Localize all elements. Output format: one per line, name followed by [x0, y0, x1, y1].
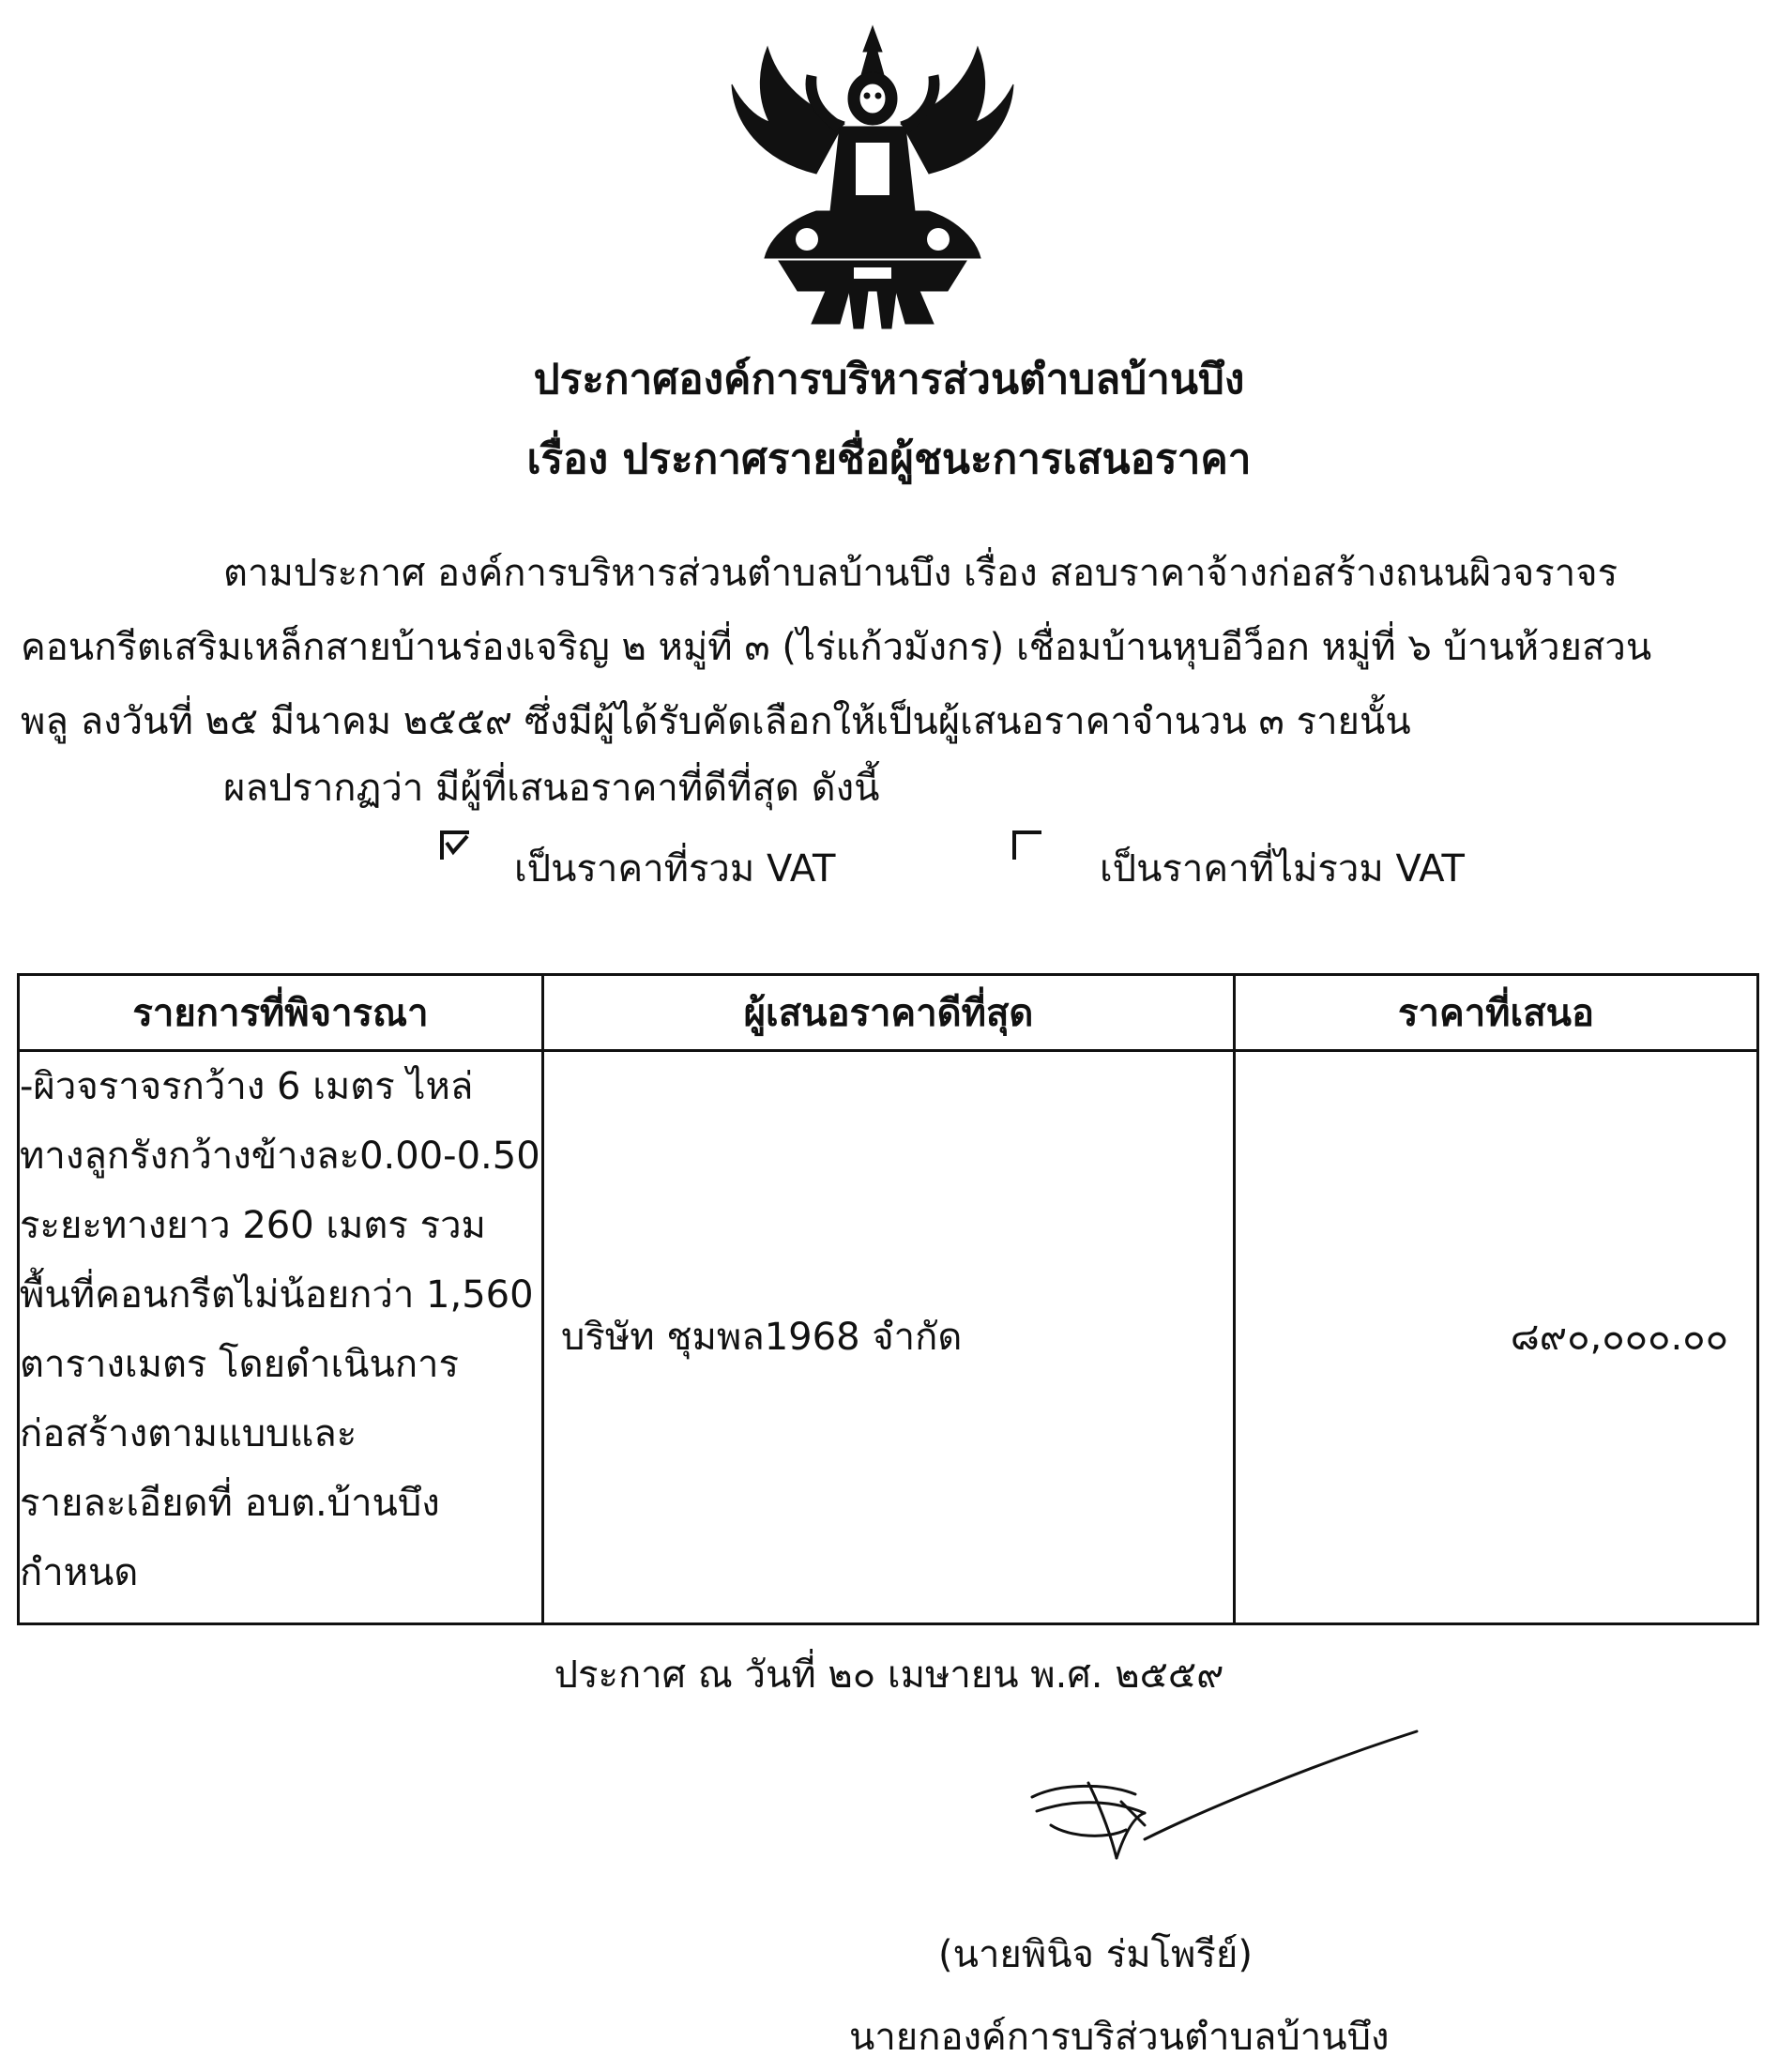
item-description-cell	[19, 1051, 543, 1624]
price-cell: ๘๙๐,๐๐๐.๐๐	[1235, 1051, 1758, 1624]
signer-name: (นายพินิจ ร่มโพรีย์)	[938, 1933, 1253, 1976]
result-line: ผลปรากฏว่า มีผู้ที่เสนอราคาที่ดีที่สุด ดังนี้	[223, 767, 880, 810]
bidder-cell: บริษัท ชุมพล1968 จำกัด	[543, 1051, 1235, 1624]
item-line: ตารางเมตร โดยดำเนินการ	[20, 1343, 459, 1386]
column-header-price: ราคาที่เสนอ	[1235, 975, 1758, 1051]
vat-excluded-label: เป็นราคาที่ไม่รวม VAT	[1100, 847, 1465, 891]
item-line: ระยะทางยาว 260 เมตร รวม	[20, 1204, 486, 1247]
bid-result-table	[17, 973, 1759, 1625]
vat-excluded-checkbox[interactable]	[1011, 830, 1040, 858]
item-line: กำหนด	[20, 1551, 139, 1594]
announcement-date: ประกาศ ณ วันที่ ๒๐ เมษายน พ.ศ. ๒๕๕๙	[554, 1653, 1224, 1697]
announcement-title: ประกาศองค์การบริหารส่วนตำบลบ้านบึง	[533, 356, 1245, 404]
vat-included-checkbox[interactable]	[439, 830, 467, 858]
handwritten-signature	[1013, 1727, 1426, 1886]
paragraph-line: คอนกรีตเสริมเหล็กสายบ้านร่องเจริญ ๒ หมู่ที่ ๓ (ไร่แก้วมังกร) เชื่อมบ้านหุบอีว็อก หมู่ที่ ๖ บ้านห้วยสวน	[21, 626, 1652, 669]
paragraph-line: ตามประกาศ องค์การบริหารส่วนตำบลบ้านบึง เรื่อง สอบราคาจ้างก่อสร้างถนนผิวจราจร	[223, 552, 1618, 595]
signer-position: นายกองค์การบริส่วนตำบลบ้านบึง	[849, 2016, 1390, 2059]
table-row	[19, 1051, 1758, 1624]
column-header-bidder: ผู้เสนอราคาดีที่สุด	[543, 975, 1235, 1051]
paragraph-line: พลู ลงวันที่ ๒๕ มีนาคม ๒๕๕๙ ซึ่งมีผู้ได้รับคัดเลือกให้เป็นผู้เสนอราคาจำนวน ๓ รายนั้น	[21, 700, 1411, 743]
garuda-emblem-icon	[713, 9, 1032, 333]
column-header-item: รายการที่พิจารณา	[19, 975, 543, 1051]
table-header-row	[19, 975, 1758, 1051]
item-line: พื้นที่คอนกรีตไม่น้อยกว่า 1,560	[20, 1273, 534, 1317]
item-line: ทางลูกรังกว้างข้างละ0.00-0.50	[20, 1135, 540, 1178]
item-line: -ผิวจราจรกว้าง 6 เมตร ไหล่	[20, 1065, 474, 1108]
announcement-subject: เรื่อง ประกาศรายชื่อผู้ชนะการเสนอราคา	[526, 435, 1252, 483]
item-line: รายละเอียดที่ อบต.บ้านบึง	[20, 1482, 440, 1525]
item-line: ก่อสร้างตามแบบและ	[20, 1412, 357, 1455]
vat-included-label: เป็นราคาที่รวม VAT	[514, 847, 836, 891]
